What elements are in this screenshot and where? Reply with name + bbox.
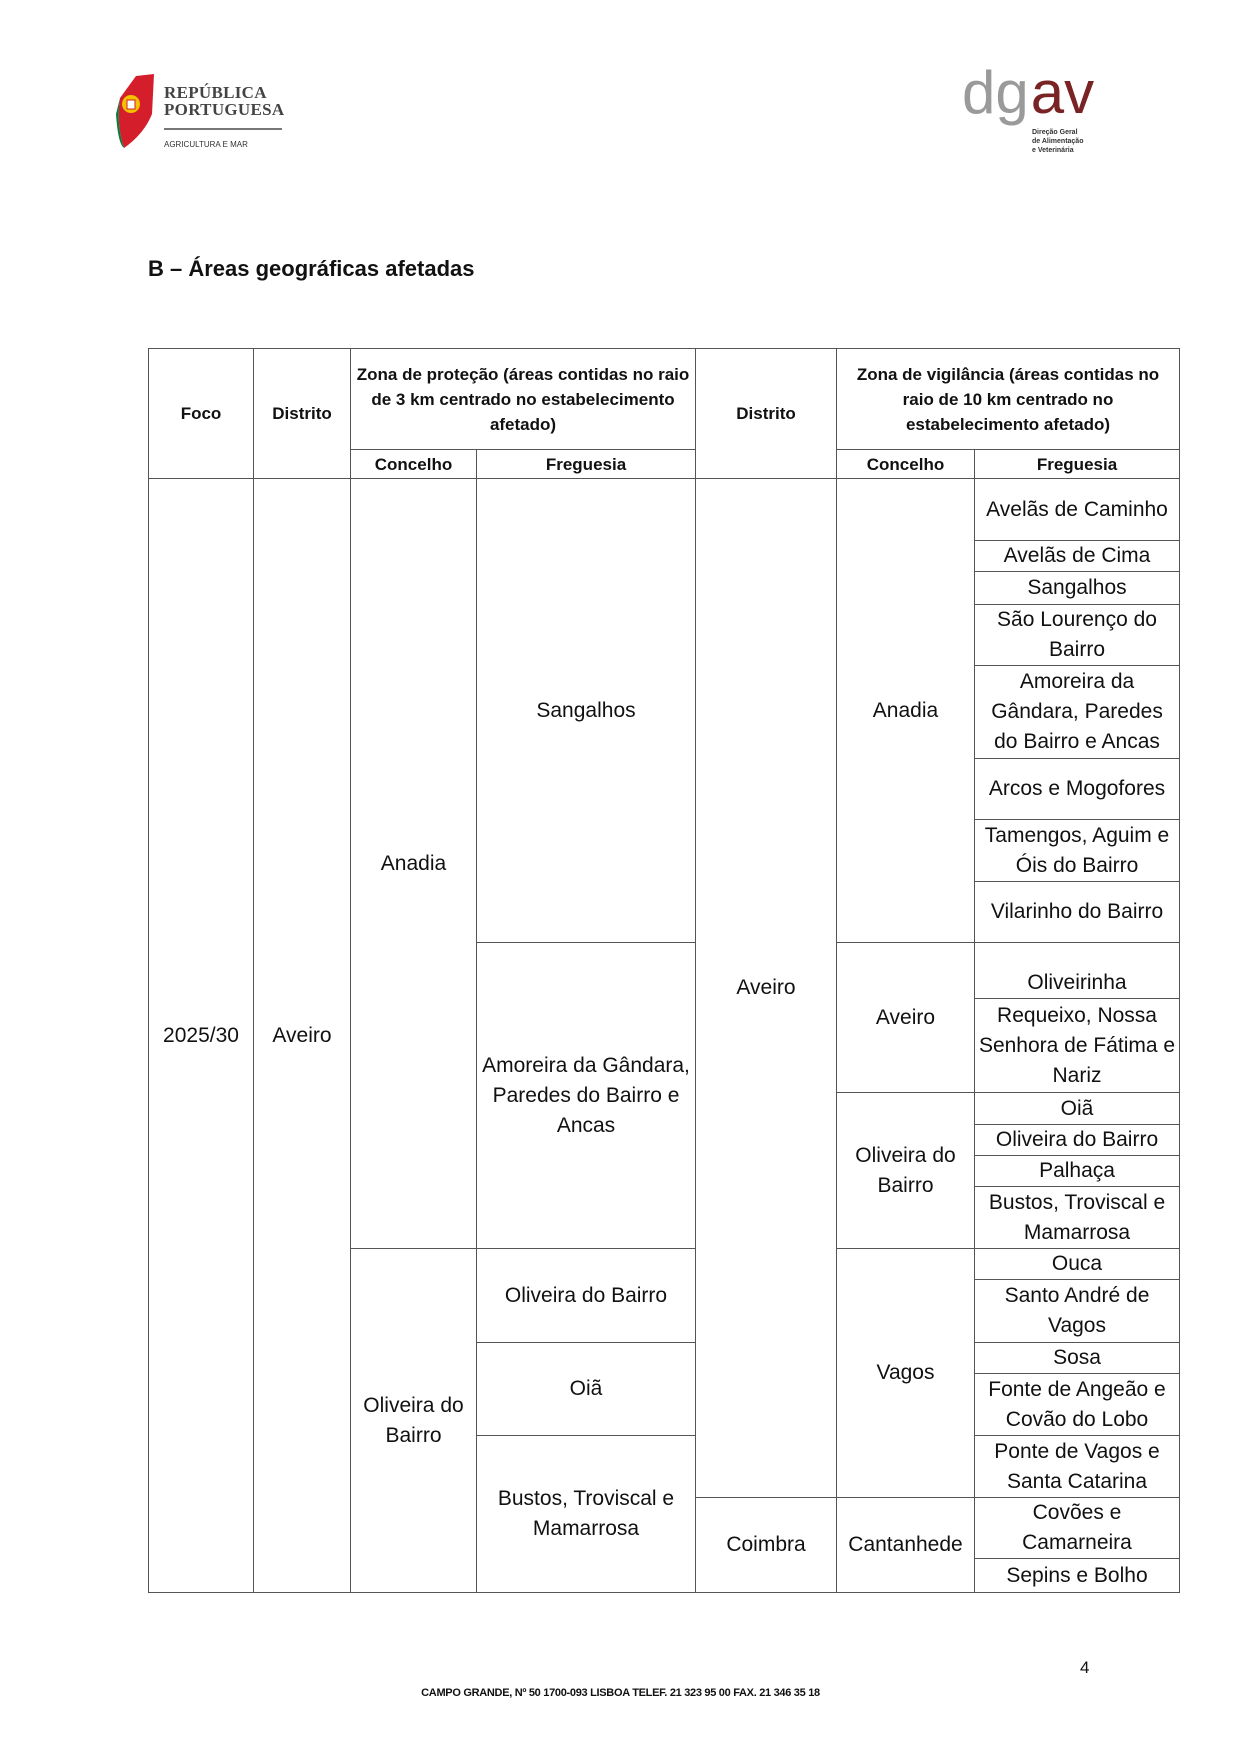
vigilancia-freguesia: Avelãs de Caminho: [975, 479, 1180, 541]
protecao-freguesia: Sangalhos: [477, 479, 696, 943]
header-freguesia: Freguesia: [477, 450, 696, 479]
vigilancia-concelho: Oliveira do Bairro: [837, 1093, 975, 1249]
coat-of-arms-icon: [114, 74, 158, 152]
vigilancia-concelho: Cantanhede: [837, 1498, 975, 1593]
protecao-freguesia: Amoreira da Gândara, Paredes do Bairro e Ancas: [477, 943, 696, 1249]
vigilancia-freguesia: Oiã: [975, 1093, 1180, 1125]
vigilancia-freguesia: Bustos, Troviscal e Mamarrosa: [975, 1187, 1180, 1249]
vigilancia-freguesia: Vilarinho do Bairro: [975, 882, 1180, 943]
section-title: B – Áreas geográficas afetadas: [148, 256, 475, 281]
header-distrito-vigilancia: Distrito: [696, 349, 837, 479]
vigilancia-freguesia: Ouca: [975, 1249, 1180, 1280]
header-concelho: Concelho: [351, 450, 477, 479]
vigilancia-freguesia: Fonte de Angeão e Covão do Lobo: [975, 1374, 1180, 1436]
header-freguesia: Freguesia: [975, 450, 1180, 479]
vigilancia-freguesia: Oliveira do Bairro: [975, 1125, 1180, 1156]
vigilancia-freguesia: Avelãs de Cima: [975, 541, 1180, 572]
header-foco: Foco: [149, 349, 254, 479]
vigilancia-freguesia: Santo André de Vagos: [975, 1280, 1180, 1343]
foco-cell: 2025/30: [149, 479, 254, 1593]
republica-portuguesa-logo: [114, 74, 294, 154]
vigilancia-freguesia: Amoreira da Gândara, Paredes do Bairro e Ancas: [975, 666, 1180, 759]
header-distrito: Distrito: [254, 349, 351, 479]
vigilancia-freguesia: Covões e Camarneira: [975, 1498, 1180, 1559]
dgav-mark-gray: dg: [962, 59, 1029, 126]
vigilancia-freguesia: São Lourenço do Bairro: [975, 605, 1180, 666]
logo-line-1: REPÚBLICA: [164, 83, 267, 102]
logo-subtitle: AGRICULTURA E MAR: [164, 140, 248, 149]
vigilancia-freguesia: Requeixo, Nossa Senhora de Fátima e Nariz: [975, 999, 1180, 1093]
distrito-cell: Aveiro: [254, 479, 351, 1593]
header-zona-protecao: Zona de proteção (áreas contidas no raio de 3 km centrado no estabelecimento afetado): [351, 349, 696, 450]
protecao-freguesia: Oiã: [477, 1343, 696, 1436]
footer-address: CAMPO GRANDE, Nº 50 1700-093 LISBOA TELEF. 21 323 95 00 FAX. 21 346 35 18: [421, 1687, 820, 1699]
logo-line-2: PORTUGUESA: [164, 100, 285, 119]
dgav-line-3: e Veterinária: [1032, 147, 1074, 154]
dgav-line-1: Direção Geral: [1032, 129, 1078, 136]
vigilancia-concelho: Aveiro: [837, 943, 975, 1093]
vigilancia-freguesia: Sepins e Bolho: [975, 1559, 1180, 1593]
protecao-freguesia: Oliveira do Bairro: [477, 1249, 696, 1343]
vigilancia-freguesia: Sangalhos: [975, 572, 1180, 605]
dgav-logo: [962, 59, 1102, 162]
vigilancia-freguesia: Tamengos, Aguim e Óis do Bairro: [975, 820, 1180, 882]
dgav-mark-red: av: [1030, 59, 1095, 126]
protecao-concelho: Oliveira do Bairro: [351, 1249, 477, 1593]
vigilancia-freguesia: Oliveirinha: [975, 943, 1180, 999]
vigilancia-concelho: Anadia: [837, 479, 975, 943]
page-number: 4: [1080, 1658, 1090, 1677]
vigilancia-concelho: Vagos: [837, 1249, 975, 1498]
dgav-wordmark: [962, 59, 1095, 126]
header-zona-vigilancia: Zona de vigilância (áreas contidas no raio de 10 km centrado no estabelecimento afetado): [837, 349, 1180, 450]
vigilancia-distrito: Aveiro: [696, 479, 837, 1498]
header-concelho: Concelho: [837, 450, 975, 479]
protecao-concelho: Anadia: [351, 479, 477, 1249]
vigilancia-distrito: Coimbra: [696, 1498, 837, 1593]
vigilancia-freguesia: Sosa: [975, 1343, 1180, 1374]
dgav-line-2: de Alimentação: [1032, 138, 1084, 145]
vigilancia-freguesia: Palhaça: [975, 1156, 1180, 1187]
affected-areas-table: [148, 348, 1180, 1593]
protecao-freguesia: Bustos, Troviscal e Mamarrosa: [477, 1436, 696, 1593]
vigilancia-freguesia: Arcos e Mogofores: [975, 759, 1180, 820]
logo-divider: [164, 128, 282, 130]
vigilancia-freguesia: Ponte de Vagos e Santa Catarina: [975, 1436, 1180, 1498]
